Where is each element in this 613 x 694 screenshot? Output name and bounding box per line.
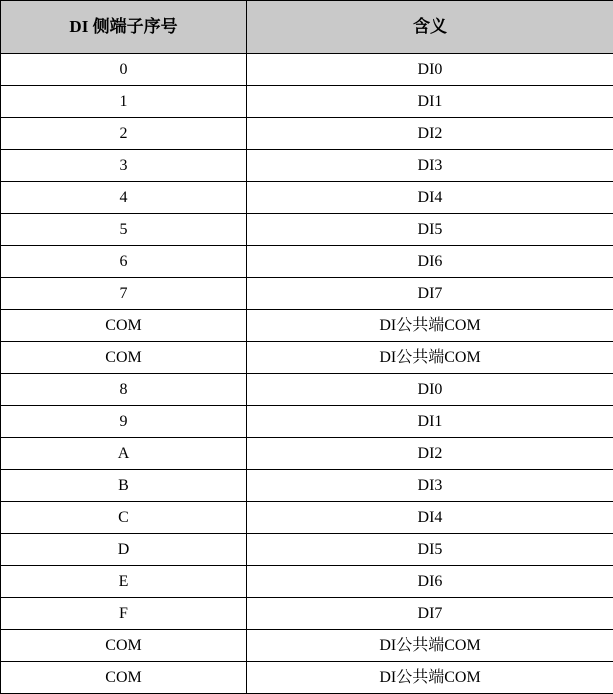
table-row <box>1 534 613 566</box>
table-row <box>1 150 613 182</box>
cell-terminal-index: C <box>1 502 247 534</box>
cell-terminal-index: 6 <box>1 246 247 278</box>
table-header-row <box>1 1 613 54</box>
cell-terminal-index: 4 <box>1 182 247 214</box>
cell-terminal-index: 8 <box>1 374 247 406</box>
column-header-terminal-index: DI 侧端子序号 <box>1 1 247 54</box>
cell-meaning: DI3 <box>247 150 613 182</box>
table-row <box>1 118 613 150</box>
cell-terminal-index: 0 <box>1 54 247 86</box>
cell-terminal-index: 1 <box>1 86 247 118</box>
cell-terminal-index: 5 <box>1 214 247 246</box>
column-header-meaning: 含义 <box>247 1 613 54</box>
cell-terminal-index: COM <box>1 310 247 342</box>
cell-terminal-index: F <box>1 598 247 630</box>
cell-meaning: DI1 <box>247 86 613 118</box>
cell-terminal-index: COM <box>1 630 247 662</box>
table-row <box>1 182 613 214</box>
table-row <box>1 86 613 118</box>
table-row <box>1 598 613 630</box>
cell-meaning: DI2 <box>247 438 613 470</box>
table-row <box>1 342 613 374</box>
cell-terminal-index: 9 <box>1 406 247 438</box>
table-body <box>1 54 613 694</box>
table-row <box>1 630 613 662</box>
table-row <box>1 662 613 694</box>
cell-meaning: DI0 <box>247 374 613 406</box>
cell-meaning: DI4 <box>247 182 613 214</box>
cell-terminal-index: 3 <box>1 150 247 182</box>
cell-meaning: DI5 <box>247 214 613 246</box>
cell-meaning: DI4 <box>247 502 613 534</box>
cell-meaning: DI公共端COM <box>247 662 613 694</box>
cell-meaning: DI公共端COM <box>247 342 613 374</box>
table-row <box>1 438 613 470</box>
cell-meaning: DI5 <box>247 534 613 566</box>
cell-terminal-index: D <box>1 534 247 566</box>
cell-meaning: DI公共端COM <box>247 310 613 342</box>
cell-terminal-index: B <box>1 470 247 502</box>
cell-meaning: DI2 <box>247 118 613 150</box>
cell-meaning: DI7 <box>247 598 613 630</box>
table-row <box>1 310 613 342</box>
table-row <box>1 278 613 310</box>
cell-meaning: DI公共端COM <box>247 630 613 662</box>
table-row <box>1 54 613 86</box>
cell-meaning: DI7 <box>247 278 613 310</box>
cell-terminal-index: COM <box>1 342 247 374</box>
cell-meaning: DI0 <box>247 54 613 86</box>
table-row <box>1 214 613 246</box>
table-row <box>1 470 613 502</box>
cell-terminal-index: 2 <box>1 118 247 150</box>
cell-terminal-index: E <box>1 566 247 598</box>
cell-meaning: DI6 <box>247 566 613 598</box>
table-row <box>1 374 613 406</box>
table-row <box>1 566 613 598</box>
cell-terminal-index: COM <box>1 662 247 694</box>
cell-meaning: DI1 <box>247 406 613 438</box>
table-header <box>1 1 613 54</box>
cell-meaning: DI6 <box>247 246 613 278</box>
table-row <box>1 406 613 438</box>
cell-meaning: DI3 <box>247 470 613 502</box>
table-row <box>1 246 613 278</box>
cell-terminal-index: A <box>1 438 247 470</box>
cell-terminal-index: 7 <box>1 278 247 310</box>
table-row <box>1 502 613 534</box>
